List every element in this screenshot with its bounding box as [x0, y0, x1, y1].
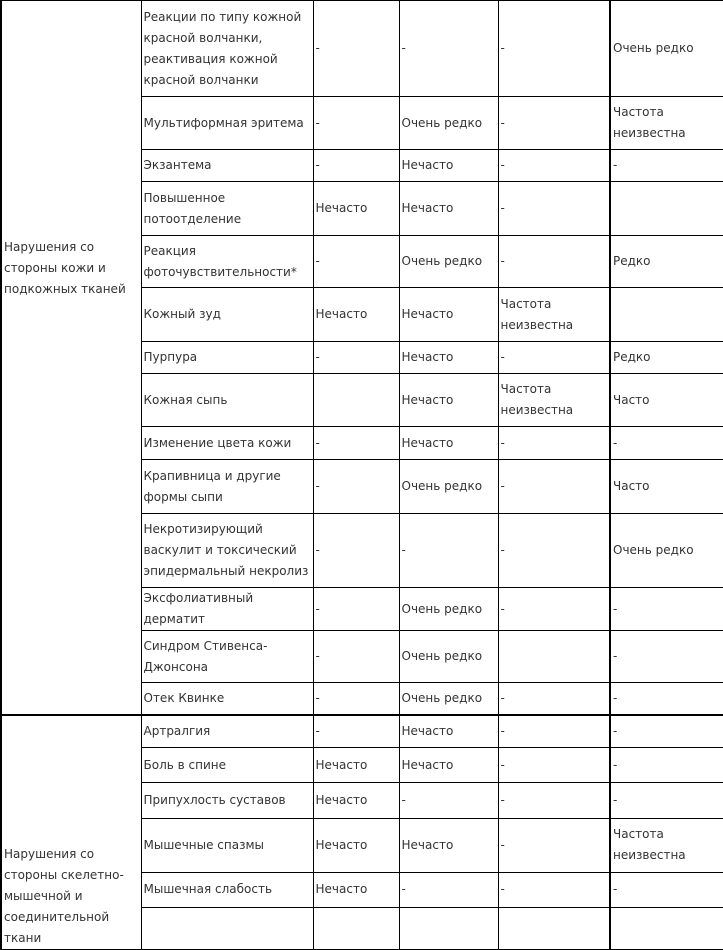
frequency-cell: -	[610, 427, 723, 460]
frequency-cell	[313, 374, 399, 427]
reaction-name-cell: Кожный зуд	[141, 288, 313, 342]
organ-system-cell: Нарушения со стороны кожи и подкожных тканей	[1, 1, 141, 715]
frequency-cell: -	[399, 783, 498, 818]
empty-cell	[313, 907, 399, 949]
frequency-cell	[498, 631, 610, 683]
frequency-cell: -	[399, 872, 498, 907]
frequency-cell: Очень редко	[399, 236, 498, 288]
frequency-cell: -	[313, 342, 399, 374]
frequency-cell: -	[610, 715, 723, 748]
reaction-name-cell: Некротизирующий васкулит и токсический эпидермальный некролиз	[141, 514, 313, 588]
reaction-name-cell: Отек Квинке	[141, 683, 313, 715]
frequency-cell: Часто	[610, 374, 723, 427]
reaction-name-cell: Реакция фоточувствительности*	[141, 236, 313, 288]
frequency-cell: -	[610, 683, 723, 715]
frequency-cell: Нечасто	[313, 783, 399, 818]
frequency-cell: Нечасто	[399, 818, 498, 872]
frequency-cell: Очень редко	[399, 97, 498, 150]
frequency-cell: -	[313, 460, 399, 514]
frequency-cell: Частота неизвестна	[610, 818, 723, 872]
frequency-cell: Нечасто	[313, 182, 399, 236]
frequency-cell: Редко	[610, 236, 723, 288]
frequency-cell: -	[498, 588, 610, 631]
frequency-cell: -	[498, 783, 610, 818]
frequency-cell: -	[498, 97, 610, 150]
frequency-cell	[610, 182, 723, 236]
reaction-name-cell: Синдром Стивенса-Джонсона	[141, 631, 313, 683]
reaction-name-cell: Артралгия	[141, 715, 313, 748]
frequency-cell	[610, 288, 723, 342]
reaction-name-cell: Реакции по типу кожной красной волчанки, реактивация кожной красной волчанки	[141, 1, 313, 97]
frequency-cell: -	[498, 342, 610, 374]
reaction-name-cell: Пурпура	[141, 342, 313, 374]
frequency-cell: -	[313, 715, 399, 748]
frequency-cell: Нечасто	[399, 427, 498, 460]
frequency-cell: Очень редко	[399, 460, 498, 514]
empty-cell	[610, 907, 723, 949]
organ-system-cell: Нарушения со стороны скелетно-мышечной и соединительной ткани	[1, 715, 141, 950]
frequency-cell: Нечасто	[313, 872, 399, 907]
frequency-cell: Нечасто	[313, 818, 399, 872]
reaction-name-cell: Мультиформная эритема	[141, 97, 313, 150]
frequency-cell: -	[498, 715, 610, 748]
frequency-cell: Нечасто	[399, 748, 498, 783]
frequency-cell: -	[399, 1, 498, 97]
frequency-cell: Редко	[610, 342, 723, 374]
table-row	[1, 1, 723, 97]
reaction-name-cell: Мышечные спазмы	[141, 818, 313, 872]
reaction-name-cell: Экзантема	[141, 150, 313, 182]
frequency-cell: Нечасто	[399, 715, 498, 748]
empty-cell	[399, 907, 498, 949]
frequency-cell: -	[610, 631, 723, 683]
frequency-cell: -	[498, 872, 610, 907]
frequency-cell: -	[498, 1, 610, 97]
frequency-cell: Нечасто	[313, 288, 399, 342]
frequency-cell: -	[610, 588, 723, 631]
frequency-cell: -	[498, 236, 610, 288]
table-row	[1, 715, 723, 748]
frequency-cell: -	[610, 748, 723, 783]
frequency-cell: Частота неизвестна	[498, 288, 610, 342]
frequency-cell: Частота неизвестна	[498, 374, 610, 427]
frequency-cell: Нечасто	[399, 150, 498, 182]
frequency-cell: -	[313, 236, 399, 288]
frequency-cell: -	[610, 150, 723, 182]
frequency-cell: Очень редко	[610, 1, 723, 97]
frequency-cell: -	[498, 460, 610, 514]
frequency-cell: -	[313, 514, 399, 588]
reaction-name-cell: Повышенное потоотделение	[141, 182, 313, 236]
reaction-name-cell: Мышечная слабость	[141, 872, 313, 907]
frequency-cell: -	[313, 631, 399, 683]
frequency-cell: Нечасто	[313, 748, 399, 783]
reaction-name-cell: Крапивница и другие формы сыпи	[141, 460, 313, 514]
empty-cell	[498, 907, 610, 949]
frequency-cell: -	[498, 514, 610, 588]
reaction-name-cell: Боль в спине	[141, 748, 313, 783]
frequency-cell: Нечасто	[399, 182, 498, 236]
frequency-cell: -	[313, 588, 399, 631]
frequency-cell: Частота неизвестна	[610, 97, 723, 150]
frequency-cell: -	[313, 150, 399, 182]
reaction-name-cell: Кожная сыпь	[141, 374, 313, 427]
frequency-cell: -	[610, 872, 723, 907]
reaction-name-cell: Припухлость суставов	[141, 783, 313, 818]
frequency-cell: Часто	[610, 460, 723, 514]
reaction-name-cell: Эксфолиативный дерматит	[141, 588, 313, 631]
frequency-cell: Нечасто	[399, 288, 498, 342]
reaction-name-cell: Изменение цвета кожи	[141, 427, 313, 460]
frequency-cell: -	[610, 783, 723, 818]
frequency-cell: -	[498, 150, 610, 182]
frequency-cell: -	[498, 182, 610, 236]
frequency-cell: -	[313, 97, 399, 150]
frequency-cell: Нечасто	[399, 374, 498, 427]
frequency-cell: Очень редко	[399, 683, 498, 715]
frequency-cell: -	[399, 514, 498, 588]
empty-cell	[141, 907, 313, 949]
frequency-cell: Очень редко	[399, 631, 498, 683]
frequency-cell: -	[498, 683, 610, 715]
frequency-cell: Нечасто	[399, 342, 498, 374]
frequency-cell: -	[313, 1, 399, 97]
frequency-cell: -	[498, 748, 610, 783]
frequency-cell: -	[313, 683, 399, 715]
frequency-cell: -	[498, 818, 610, 872]
frequency-cell: Очень редко	[610, 514, 723, 588]
frequency-cell: -	[498, 427, 610, 460]
frequency-cell: -	[313, 427, 399, 460]
frequency-cell: Очень редко	[399, 588, 498, 631]
